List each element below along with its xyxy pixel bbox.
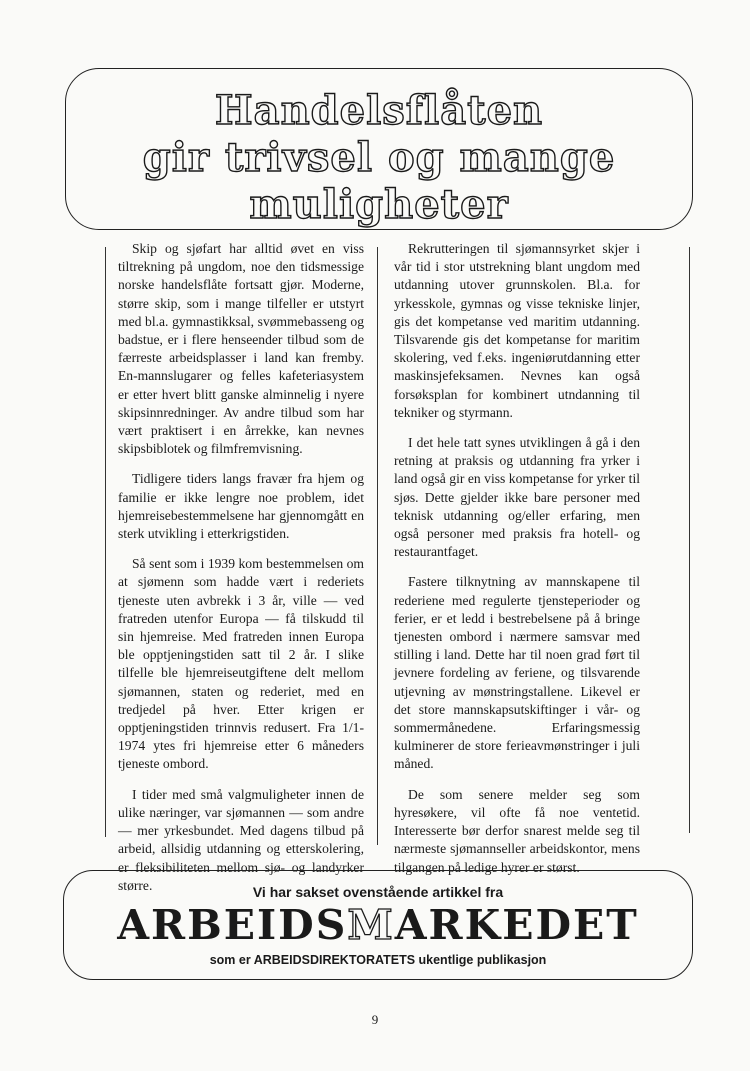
paragraph: Fastere tilknytning av mannskapene til rederiene med regulerte tjensteperioder og ferier, er et ledd i bestrebelsene på å bringe tjenesten ombord i nærmere samsvar med stilling i land. Dette har til noen grad ført til jevnere fordeling av feriene, og tilsvarende utjevning av mønstringstallene. Likevel er det store mannskapsutskiftinger i vår- og sommermånedene. Erfaringsmessig kulminerer de store ferieavmønstringer i juli måned. [394, 574, 640, 772]
right-column-rule [689, 247, 690, 833]
paragraph: Så sent som i 1939 kom bestemmelsen om at sjømenn som hadde vært i rederiets tjeneste uten avbrekk i 3 år, ville — ved fratreden utenfor Europa — få tilskudd til sin hjemreise. Med fratreden innen Europa ble opptjeningstiden satt til 2 år. I slike tilfelle ble hjemreiseutgiftene delt mellom sjømannen, staten og rederiet, med en tredjedel på hver. Etter krigen er opptjeningstiden trinnvis redusert. Fra 1/1-1974 ytes fri hjemreise etter 6 måneders tjeneste ombord. [118, 556, 364, 772]
credit-intro: Vi har sakset ovenstående artikkel fra [252, 884, 504, 900]
logo-part-2: M [347, 901, 395, 949]
middle-column-rule [377, 247, 378, 845]
right-article-column [394, 240, 640, 889]
headline-line-2: gir trivsel og mange [142, 134, 616, 181]
title-box [65, 68, 693, 230]
left-column-rule [105, 247, 106, 837]
page-number: 9 [371, 1012, 379, 1027]
paragraph: I det hele tatt synes utviklingen å gå i den retning at praksis og utdanning fra yrker i land også gir en viss kompetanse for yrker til sjøs. Dette gjelder ikke bare personer med teknisk utdanning og/eller erfaring, men også personer med praksis fra hotell- og restaurantfaget. [394, 435, 640, 560]
credit-description: som er ARBEIDSDIREKTORATETS ukentlige publikasjon [209, 953, 547, 967]
paragraph: De som senere melder seg som hyresøkere, vil ofte få noe ventetid. Interesserte bør derfor snarest melde seg til nærmeste sjømannseller arbeidskontor, mens tilgangen på ledige hyrer er størst. [394, 786, 640, 875]
logo-part-1: ARBEIDS [117, 901, 348, 949]
logo-part-3: ARKEDET [394, 901, 639, 949]
left-article-column [118, 240, 364, 907]
paragraph: Tidligere tiders langs fravær fra hjem og familie er ikke lengre noe problem, idet hjemreisebestemmelsene har gjennomgått en sterk utvikling i etterkrigstiden. [118, 471, 364, 542]
paragraph: I tider med små valgmuligheter innen de ulike næringer, var sjømannen — som andre — mer yrkesbundet. Med dagens tilbud på arbeid, allsidig utdanning og etterskolering, er fleksibiliteten mellom sjø- og landyrker større. [118, 786, 364, 893]
source-credit-box [63, 870, 693, 980]
paragraph: Skip og sjøfart har alltid øvet en viss tiltrekning på ungdom, noe den tidsmessige norske handelsflåte fortsatt gjør. Moderne, større skip, som i mange tilfeller er utstyrt med bl.a. gymnastikksal, svømmebasseng og badstue, er i flere henseender tilbud som de færreste arbeidsplasser i land kan fremby. En-mannslugarer og felles kafeteriasystem er etter hvert blitt ganske alminnelig i nyere skipsinnredninger. Av andre tilbud som har vært praktisert i en årrekke, kan nevnes skipsbiblotek og filmfremvisning. [118, 241, 364, 457]
headline-line-3: muligheter [249, 181, 509, 228]
headline-line-1: Handelsflåten [214, 87, 544, 134]
publication-logo [64, 901, 692, 949]
paragraph: Rekrutteringen til sjømannsyrket skjer i vår tid i stor utstrekning blant ungdom med utdanning utover grunnskolen. Bl.a. for yrkesskole, gymnas og visse tekniske linjer, gis det kompetanse ved maritim utdanning. Tilsvarende gis det kompetanse for maritim skolering, ved f.eks. ingeniørutdanning etter maskinsjefeksamen. Nevnes kan også forsøksplan for kombinert utndanning til tekniker og styrmann. [394, 241, 640, 420]
